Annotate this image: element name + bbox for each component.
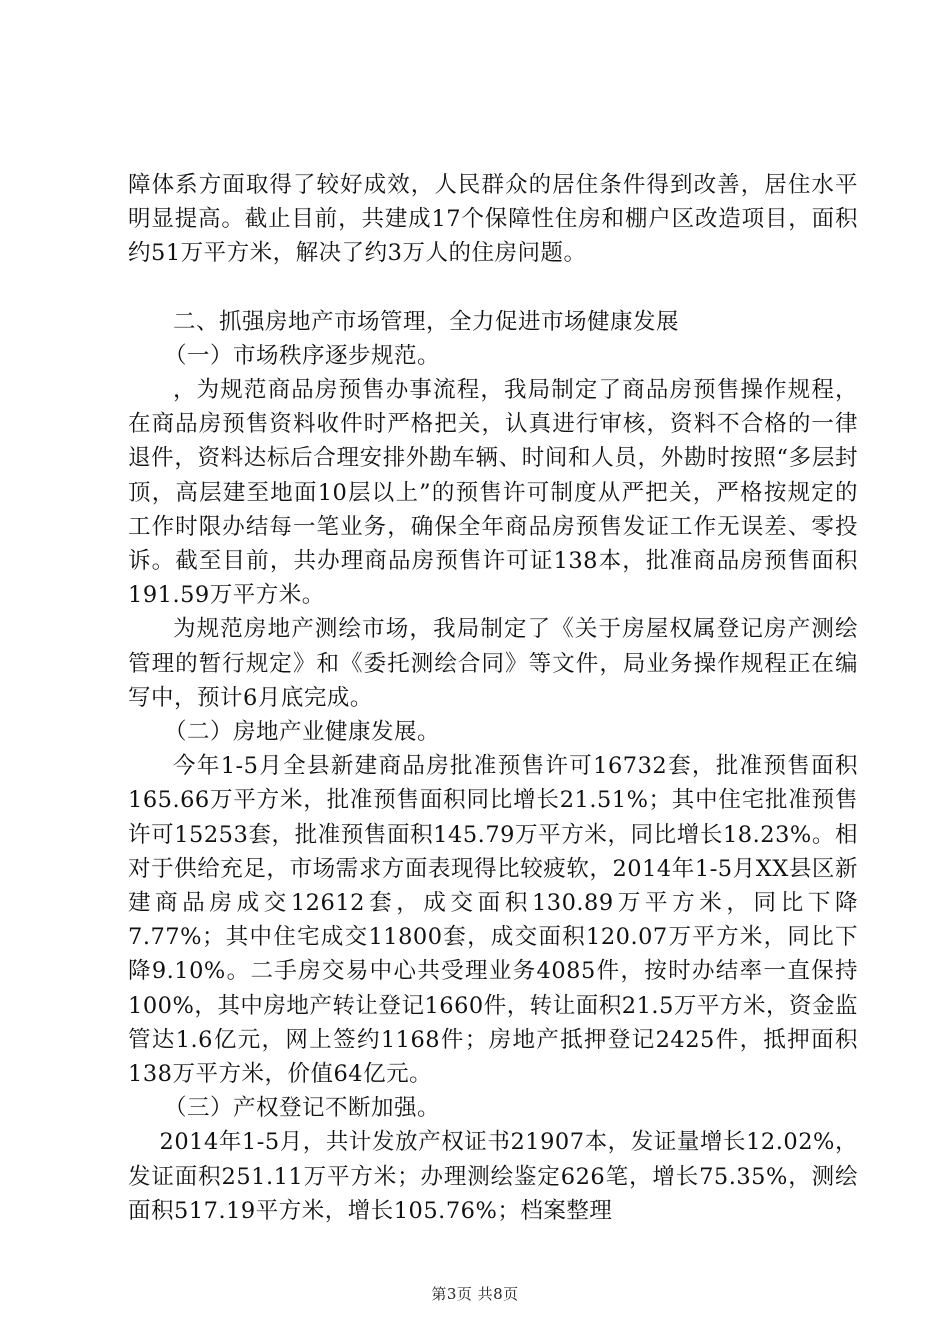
paragraph-property-registration: 2014年1-5月，共计发放产权证书21907本，发证量增长12.02%，发证面积251.11万平方米；办理测绘鉴定626笔，增长75.35%，测绘面积517.19平方米，增长105.76%；档案整理	[128, 1129, 858, 1224]
paragraph-presale-regulation: ，为规范商品房预售办事流程，我局制定了商品房预售操作规程，在商品房预售资料收件时严格把关，认真进行审核，资料不合格的一律退件，资料达标后合理安排外勘车辆、时间和人员，外勘时按照“多层封顶，高层建至地面10层以上”的预售许可制度从严把关，严格按规定的工作时限办结每一笔业务，确保全年商品房预售发证工作无误差、零投诉。截至目前，共办理商品房预售许可证138本，批准商品房预售面积191.59万平方米。	[128, 377, 858, 609]
section-heading-2: 二、抓强房地产市场管理，全力促进市场健康发展	[173, 308, 680, 335]
subsection-heading-2: （二）房地产业健康发展。	[164, 719, 441, 746]
page-footer: 第3页 共8页	[431, 1285, 519, 1303]
subsection-heading-1: （一）市场秩序逐步规范。	[164, 342, 441, 369]
paragraph-surveying-market: 为规范房地产测绘市场，我局制定了《关于房屋权属登记房产测绘管理的暂行规定》和《委托测绘合同》等文件，局业务操作规程正在编写中，预计6月底完成。	[128, 616, 858, 711]
paragraph-market-statistics: 今年1-5月全县新建商品房批准预售许可16732套，批准预售面积165.66万平方米，批准预售面积同比增长21.51%；其中住宅批准预售许可15253套，批准预售面积145.79万平方米，同比增长18.23%。相对于供给充足，市场需求方面表现得比较疲软，2014年1-5月XX县区新建商品房成交12612套，成交面积130.89万平方米，同比下降7.77%；其中住宅成交11800套，成交面积120.07万平方米，同比下降9.10%。二手房交易中心共受理业务4085件，按时办结率一直保持100%，其中房地产转让登记1660件，转让面积21.5万平方米，资金监管达1.6亿元，网上签约1168件；房地产抵押登记2425件，抵押面积138万平方米，价值64亿元。	[128, 753, 858, 1088]
document-body	[128, 168, 858, 1228]
paragraph-housing-security: 障体系方面取得了较好成效，人民群众的居住条件得到改善，居住水平明显提高。截止目前，共建成17个保障性住房和棚户区改造项目，面积约51万平方米，解决了约3万人的住房问题。	[128, 172, 858, 267]
subsection-heading-3: （三）产权登记不断加强。	[164, 1095, 441, 1122]
